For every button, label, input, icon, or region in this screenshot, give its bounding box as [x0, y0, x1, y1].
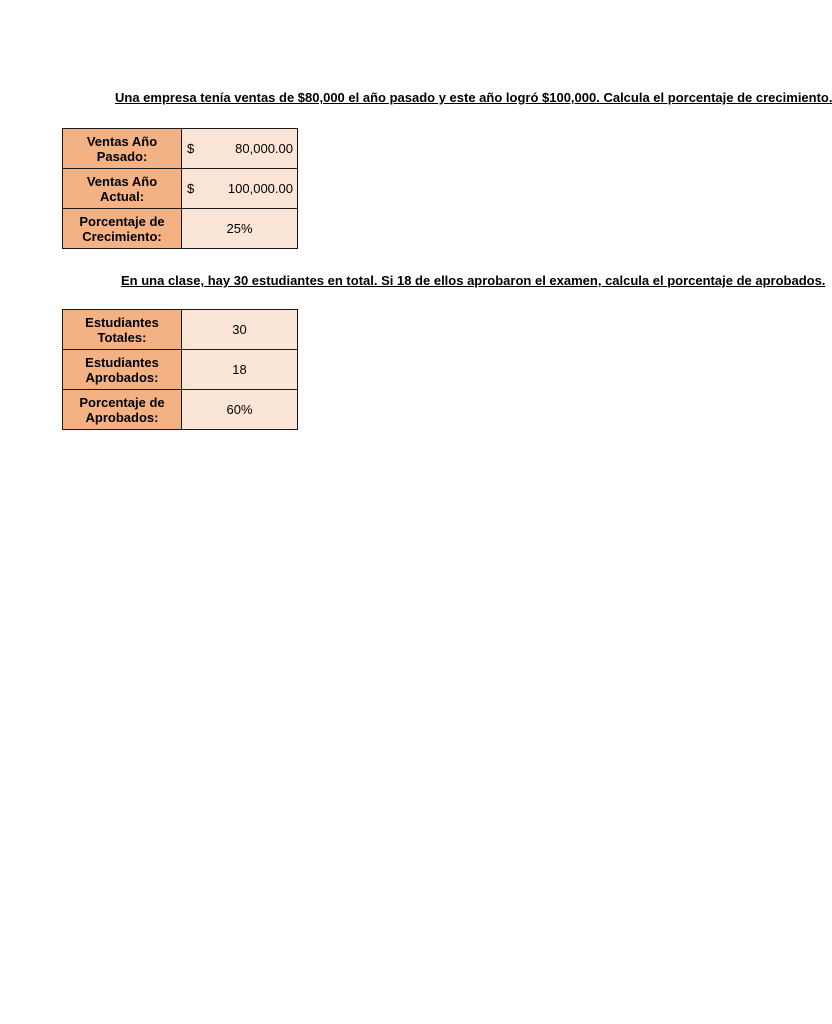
label-line: Aprobados: [85, 409, 159, 425]
growth-percentage-label[interactable] [63, 209, 182, 249]
sales-growth-table [62, 128, 298, 249]
label-line: Ventas Año [86, 133, 158, 149]
table-row [63, 310, 298, 350]
last-year-sales-label[interactable] [63, 129, 182, 169]
table-row [63, 390, 298, 430]
pass-percentage-label[interactable] [63, 390, 182, 430]
label-line: Porcentaje de [79, 394, 165, 410]
last-year-sales-value[interactable] [182, 129, 298, 169]
amount: 80,000.00 [235, 141, 293, 156]
table-row [63, 209, 298, 249]
label-line: Porcentaje de [79, 213, 165, 229]
current-year-sales-label[interactable] [63, 169, 182, 209]
label-line: Actual: [99, 188, 145, 204]
amount: 100,000.00 [227, 181, 293, 196]
currency-symbol: $ [187, 181, 195, 196]
label-line: Aprobados: [85, 369, 159, 385]
total-students-label[interactable] [63, 310, 182, 350]
table-row [63, 129, 298, 169]
problem-1-title: Una empresa tenía ventas de $80,000 el año pasado y este año logró $100,000. Calcula el porcentaje de crecimiento. [115, 90, 832, 105]
table-row [63, 350, 298, 390]
label-line: Pasado: [96, 148, 148, 164]
label-line: Estudiantes [85, 314, 159, 330]
students-pass-table [62, 309, 298, 430]
label-line: Estudiantes [85, 354, 159, 370]
pass-percentage-value[interactable]: 60% [182, 390, 298, 430]
currency-symbol: $ [187, 141, 195, 156]
passed-students-value[interactable]: 18 [182, 350, 298, 390]
growth-percentage-value[interactable]: 25% [182, 209, 298, 249]
label-line: Totales: [97, 329, 147, 345]
table-row [63, 169, 298, 209]
label-line: Crecimiento: [82, 228, 162, 244]
passed-students-label[interactable] [63, 350, 182, 390]
label-line: Ventas Año [86, 173, 158, 189]
total-students-value[interactable]: 30 [182, 310, 298, 350]
problem-2-title: En una clase, hay 30 estudiantes en total. Si 18 de ellos aprobaron el examen, calcula el porcentaje de aprobados. [121, 273, 826, 288]
current-year-sales-value[interactable] [182, 169, 298, 209]
